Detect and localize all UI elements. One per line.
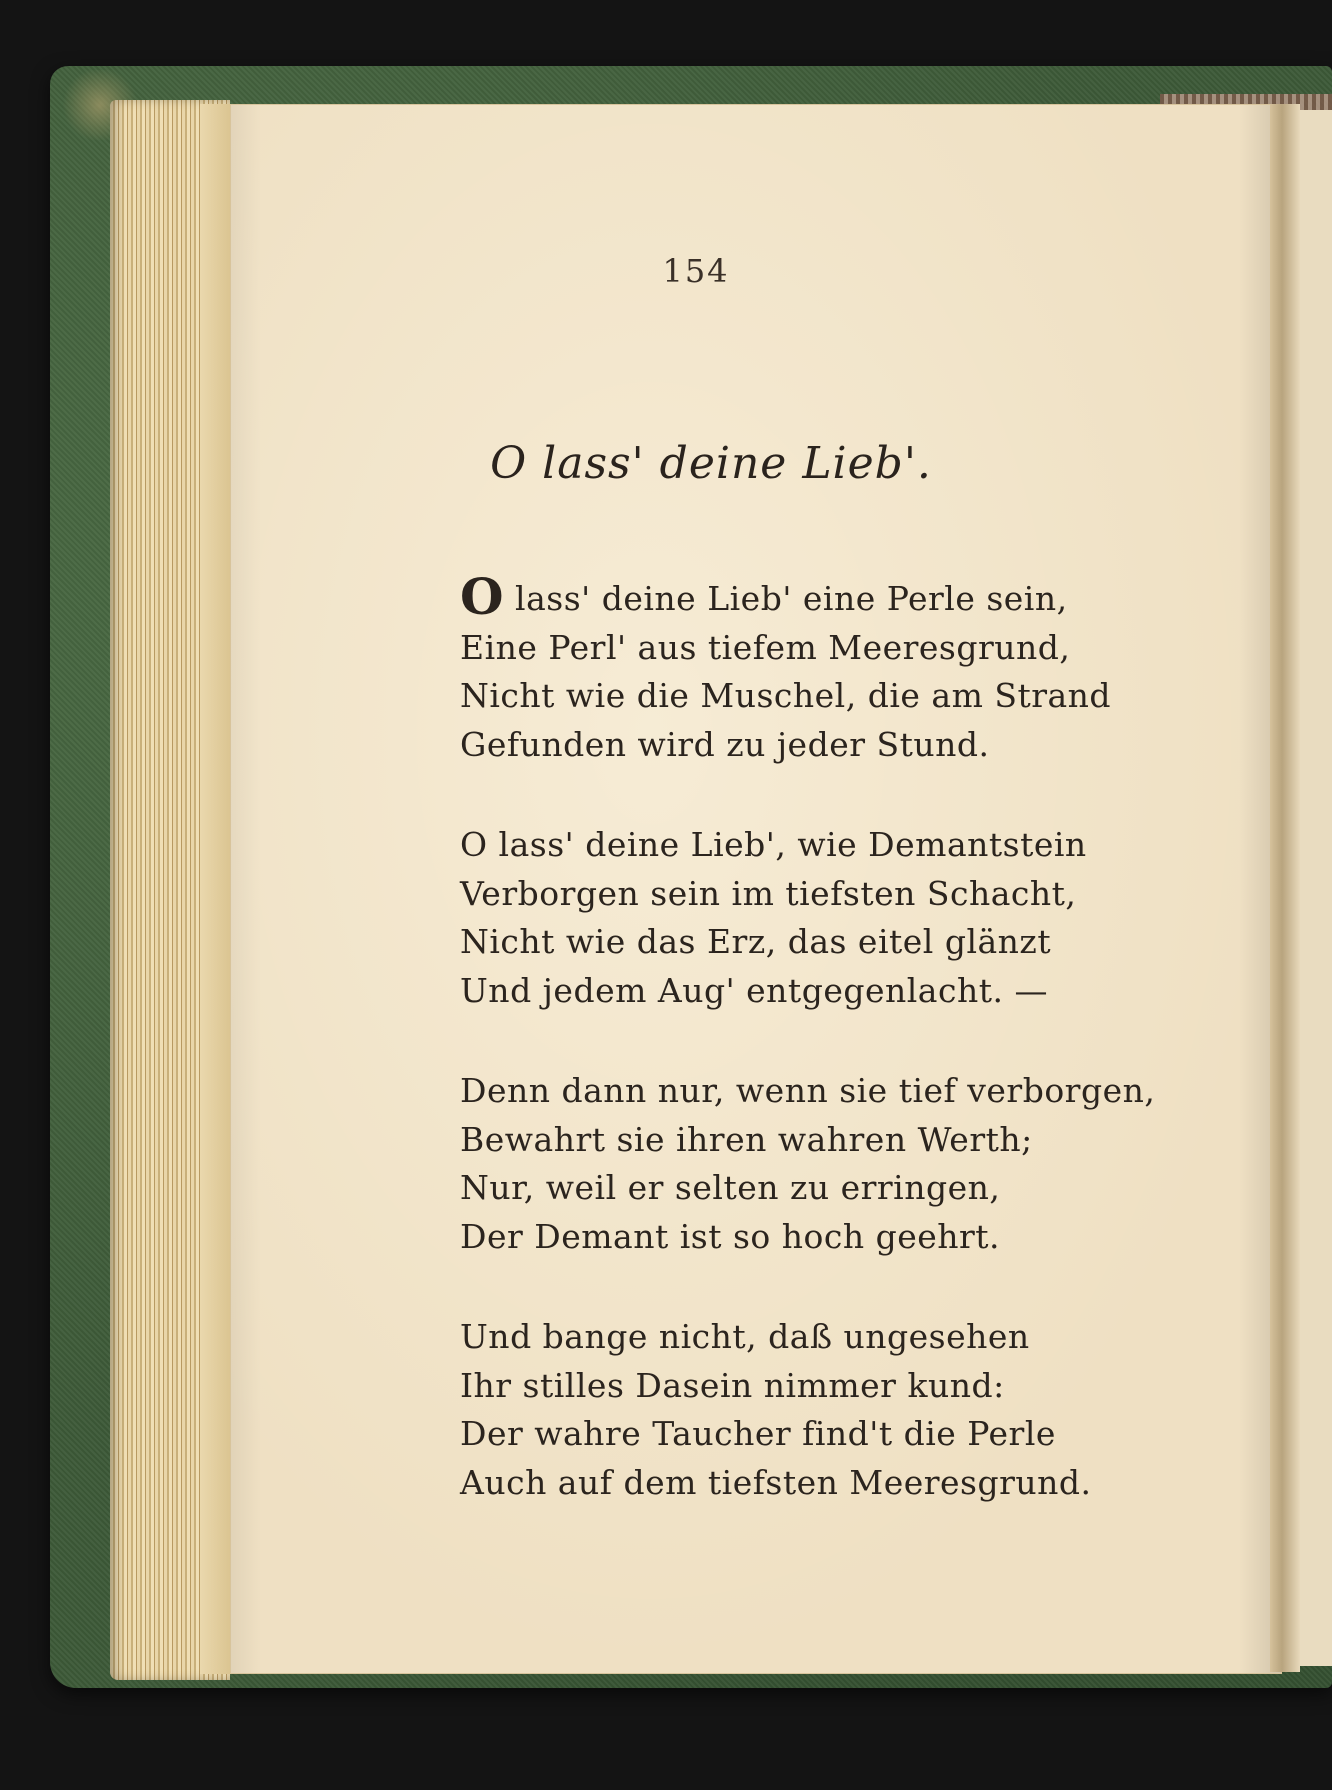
poem-line: Und bange nicht, daß ungesehen (460, 1317, 1030, 1356)
poem-line: Ihr stilles Dasein nimmer kund: (460, 1365, 1005, 1405)
stanza-2 (460, 821, 1180, 1015)
poem-line: Eine Perl' aus tiefem Meeresgrund, (460, 627, 1071, 667)
drop-cap: O (460, 567, 505, 626)
page-block-inner-edge (200, 104, 234, 1674)
page-number: 154 (662, 252, 730, 290)
first-line-text: lass' deine Lieb' eine Perle sein, (504, 579, 1068, 618)
poem-line: Der Demant ist so hoch geehrt. (460, 1216, 1001, 1256)
stanza-3 (460, 1067, 1180, 1261)
poem-line: Der wahre Taucher find't die Perle (460, 1414, 1056, 1453)
poem-line (460, 567, 1180, 626)
poem-body (460, 567, 1180, 1559)
poem-line: Nicht wie das Erz, das eitel glänzt (460, 922, 1052, 961)
poem-line: Denn dann nur, wenn sie tief verborgen, (460, 1071, 1156, 1110)
stanza-1 (460, 567, 1180, 769)
poem-line: Und jedem Aug' entgegenlacht. — (460, 970, 1048, 1010)
poem-line: Nicht wie die Muschel, die am Strand (460, 676, 1112, 715)
poem-line: O lass' deine Lieb', wie Demantstein (460, 825, 1087, 864)
book-gutter (1270, 104, 1300, 1672)
poem-line: Nur, weil er selten zu erringen, (460, 1168, 1001, 1207)
poem-line: Bewahrt sie ihren wahren Werth; (460, 1119, 1033, 1159)
poem-line: Verborgen sein im tiefsten Schacht, (460, 873, 1077, 913)
stanza-4 (460, 1313, 1180, 1507)
poem-line: Gefunden wird zu jeder Stund. (460, 724, 990, 764)
poem-title: O lass' deine Lieb'. (490, 438, 932, 489)
facing-page-edge (1300, 110, 1332, 1666)
poem-line: Auch auf dem tiefsten Meeresgrund. (460, 1462, 1092, 1502)
